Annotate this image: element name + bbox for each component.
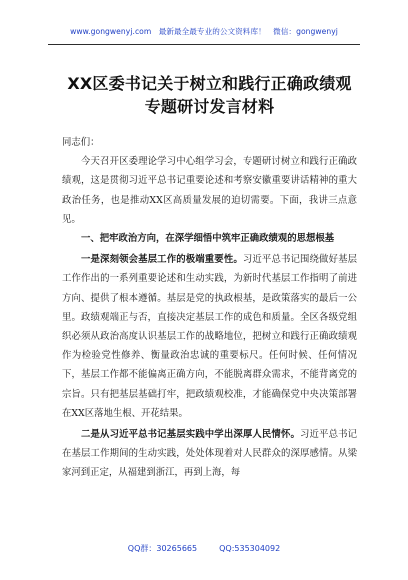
site-footer — [0, 543, 408, 554]
point-1-lead: 一是深刻领会基层工作的极端重要性。 — [81, 254, 243, 266]
point-1-text: 习近平总书记围绕做好基层工作作出的一系列重要论述和生动实践，为新时代基层工作指明了前进方向、提供了根本遵循。基层是党的执政根基，是政策落实的最后一公里。政绩观端正与否，直接决定基层工作的成色和质量。全区各级党组织必须从政治高度认识基层工作的战略地位，把树立和践行正确政绩观作为检验党性修养、衡量政治忠诚的重要标尺。任何时候、任何情况下，基层工作都不能偏离正确方向，不能脱离群众需求，不能背离党的宗旨。只有把基层基础打牢，把政绩观校准，才能确保党中央决策部署在XX区落地生根、开花结果。 — [62, 254, 357, 419]
point-2-text: 习近平总书记在基层工作期间的生动实践，处处体现着对人民群众的深厚感情。从梁家河到正定，从福建到浙江，再到上海，每 — [62, 429, 357, 479]
title-line-2: 专题研讨发言材料 — [144, 97, 275, 116]
point-2-lead: 二是从习近平总书记基层实践中学出深厚人民情怀。 — [81, 429, 300, 441]
point-2-paragraph — [62, 425, 357, 483]
point-1-paragraph — [62, 250, 357, 423]
title-line-1: XX区委书记关于树立和践行正确政绩观 — [67, 74, 352, 93]
footer-qq: QQ:535304092 — [219, 544, 281, 553]
greeting: 同志们： — [62, 137, 100, 148]
site-wechat: 微信：gongwenyj — [273, 27, 338, 36]
header-divider — [48, 44, 360, 45]
section-1-heading: 一、把牢政治方向，在深学细悟中筑牢正确政绩观的思想根基 — [81, 233, 335, 245]
site-url: www.gongwenyj.com — [70, 27, 152, 36]
document-body — [62, 72, 357, 483]
document-title — [62, 72, 357, 118]
footer-qq-group: QQ群：30265665 — [127, 544, 198, 553]
site-header — [0, 26, 408, 46]
intro-paragraph: 今天召开区委理论学习中心组学习会，专题研讨树立和践行正确政绩观，这是贯彻习近平总书记重要论述和考察安徽重要讲话精神的重大政治任务，也是推动XX区高质量发展的迫切需要。下面，我讲三点意见。 — [62, 156, 357, 225]
site-slogan: 最新最全最专业的公文资料库！ — [158, 27, 266, 36]
